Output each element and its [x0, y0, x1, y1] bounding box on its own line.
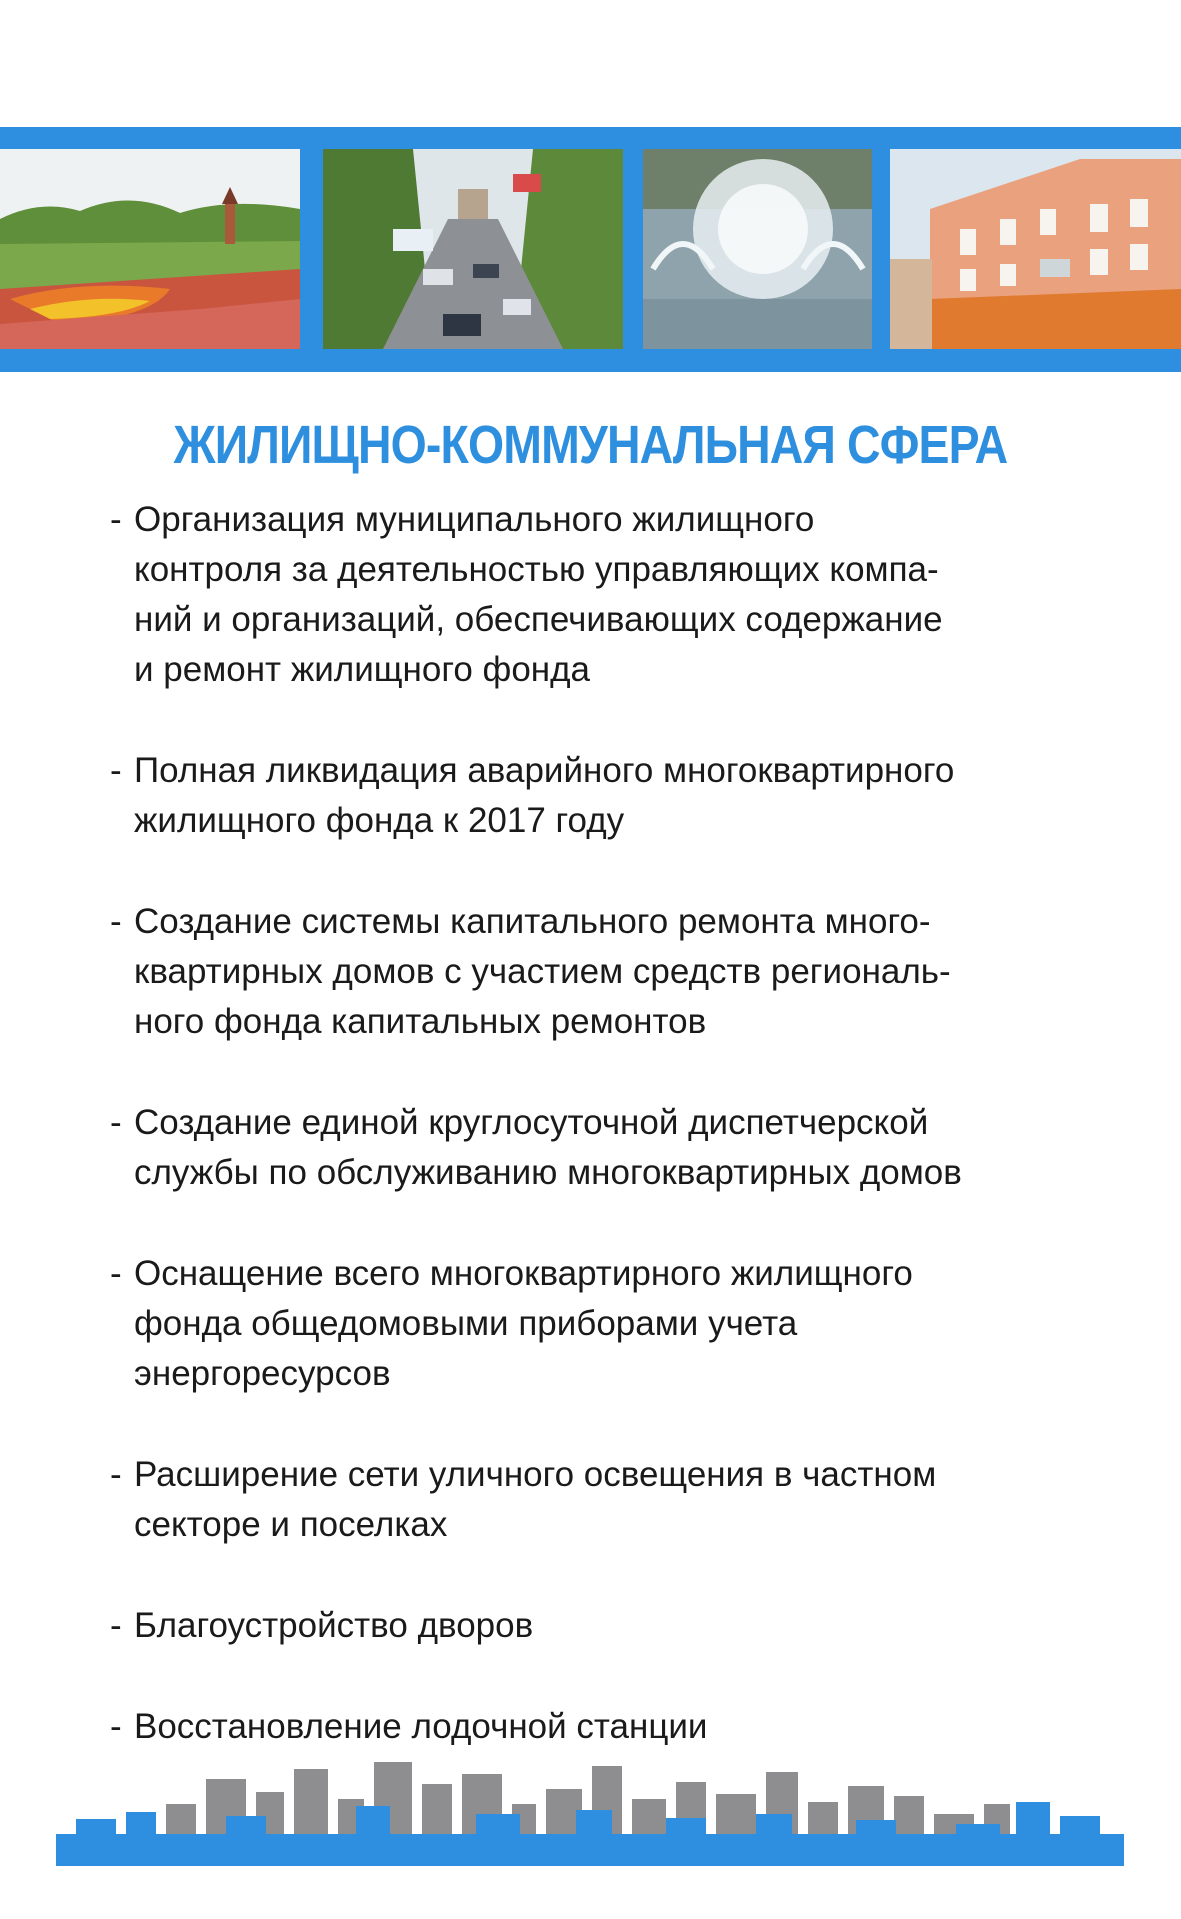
item-text-line: Восстановление лодочной станции [134, 1707, 708, 1746]
bullet-dash: - [110, 1103, 122, 1142]
list-item [110, 897, 1110, 1047]
bullet-dash: - [110, 751, 122, 790]
item-text-line: Полная ликвидация аварийного многоквартирного [134, 751, 955, 790]
page-title: ЖИЛИЩНО-КОММУНАЛЬНАЯ СФЕРА [173, 415, 1008, 475]
item-text-line: секторе и поселках [134, 1505, 448, 1544]
list-item [110, 746, 1110, 846]
item-text-line: службы по обслуживанию многоквартирных домов [134, 1153, 962, 1192]
item-text-line: энергоресурсов [134, 1354, 391, 1393]
orange-building-photo [890, 149, 1181, 349]
bullet-dash: - [110, 1707, 122, 1746]
park-flowerbed-photo [0, 149, 300, 349]
item-text-line: ний и организаций, обеспечивающих содержание [134, 600, 943, 639]
photo-banner [0, 127, 1181, 372]
list-item [110, 1098, 1110, 1198]
item-text-line: Создание единой круглосуточной диспетчерской [134, 1103, 929, 1142]
list-item [110, 1450, 1110, 1550]
bullet-dash: - [110, 1254, 122, 1293]
item-text-line: Создание системы капитального ремонта много- [134, 902, 931, 941]
list-item [110, 1601, 1110, 1651]
item-text-line: ного фонда капитальных ремонтов [134, 1002, 707, 1041]
item-text-line: контроля за деятельностью управляющих компа- [134, 550, 939, 589]
fountain-photo [643, 149, 872, 349]
bullet-dash: - [110, 1606, 122, 1645]
city-street-photo [323, 149, 623, 349]
item-text-line: и ремонт жилищного фонда [134, 650, 591, 689]
item-text-line: Расширение сети уличного освещения в частном [134, 1455, 937, 1494]
item-text-line: жилищного фонда к 2017 году [134, 801, 625, 840]
item-text-line: фонда общедомовыми приборами учета [134, 1304, 798, 1343]
list-item [110, 495, 1110, 695]
list-item [110, 1249, 1110, 1399]
bullet-dash: - [110, 1455, 122, 1494]
city-skyline-graphic [56, 1744, 1124, 1866]
item-text-line: Оснащение всего многоквартирного жилищного [134, 1254, 913, 1293]
bullet-dash: - [110, 902, 122, 941]
item-text-line: Организация муниципального жилищного [134, 500, 815, 539]
item-text-line: квартирных домов с участием средств региональ- [134, 952, 951, 991]
item-list [110, 495, 1110, 1803]
bullet-dash: - [110, 500, 122, 539]
item-text-line: Благоустройство дворов [134, 1606, 534, 1645]
